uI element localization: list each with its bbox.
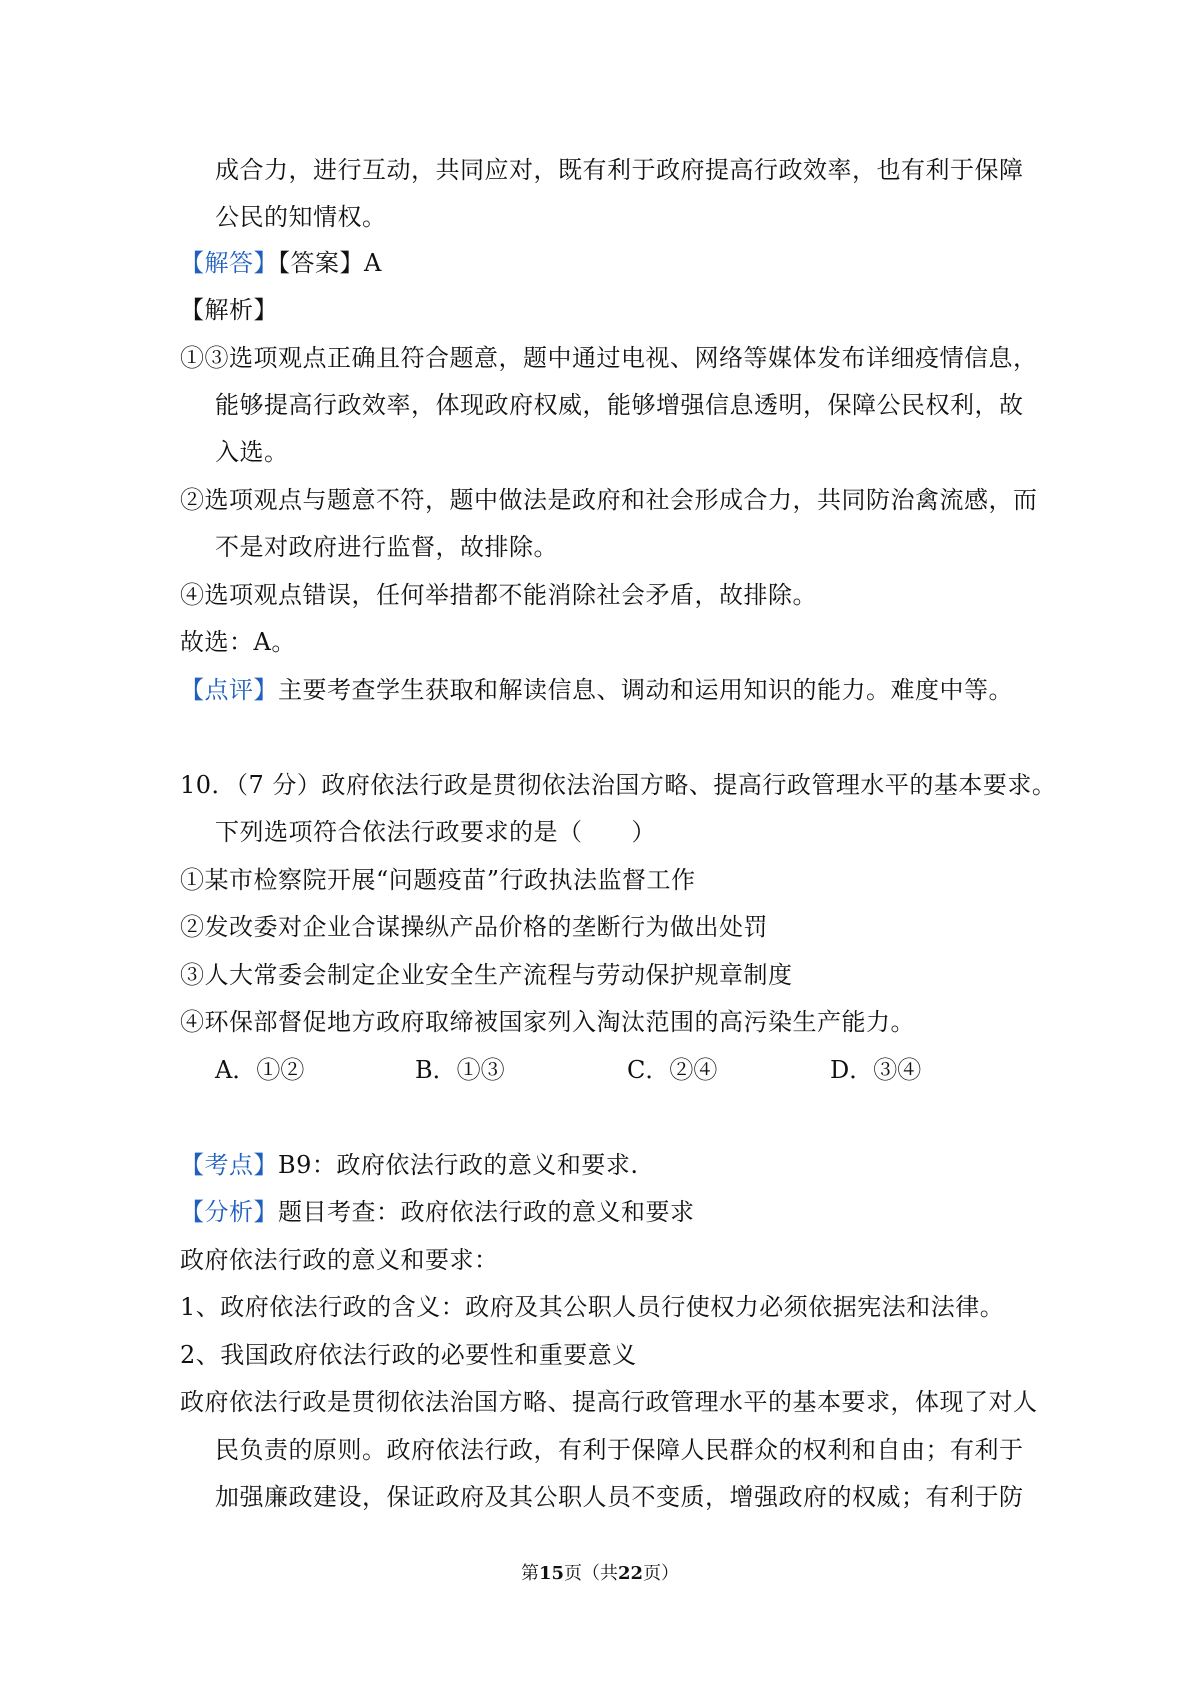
q10-option-b: B．①③ <box>415 1056 505 1084</box>
kaodian-line <box>180 1150 639 1180</box>
q10-stem-line-2: 下列选项符合依法行政要求的是（ ） <box>215 818 656 846</box>
solution-tag: 【解答】 <box>180 249 278 277</box>
analysis-item-1-line-2: 能够提高行政效率，体现政府权威，能够增强信息透明，保障公民权利，故 <box>215 391 1024 419</box>
fenxi-text: 题目考查：政府依法行政的意义和要求 <box>278 1198 695 1226</box>
footer-prefix: 第 <box>520 1563 539 1584</box>
analysis-tag: 【解析】 <box>180 296 278 324</box>
page-footer <box>0 1562 1200 1586</box>
comment-text: 主要考查学生获取和解读信息、调动和运用知识的能力。难度中等。 <box>278 676 1013 704</box>
point-1: 1、政府依法行政的含义：政府及其公职人员行使权力必须依据宪法和法律。 <box>180 1293 1005 1321</box>
q10-option-c: C．②④ <box>627 1056 718 1084</box>
analysis-item-3-line-1: ④选项观点错误，任何举措都不能消除社会矛盾，故排除。 <box>180 581 817 609</box>
q10-option-a: A．①② <box>215 1056 305 1084</box>
analysis-item-1-line-1: ①③选项观点正确且符合题意，题中通过电视、网络等媒体发布详细疫情信息， <box>180 344 1038 372</box>
fenxi-tag: 【分析】 <box>180 1198 278 1226</box>
answer-value: A <box>364 249 382 277</box>
q9-continuation-line-1: 成合力，进行互动，共同应对，既有利于政府提高行政效率，也有利于保障 <box>215 156 1024 184</box>
footer-page-number: 15 <box>538 1563 564 1584</box>
paragraph-line-3: 加强廉政建设，保证政府及其公职人员不变质，增强政府的权威；有利于防 <box>215 1483 1024 1511</box>
q10-statement-1: ①某市检察院开展“问题疫苗”行政执法监督工作 <box>180 866 696 894</box>
point-2: 2、我国政府依法行政的必要性和重要意义 <box>180 1341 637 1369</box>
analysis-item-1-line-3: 入选。 <box>215 438 289 466</box>
fenxi-line <box>180 1197 695 1227</box>
answer-line <box>180 248 382 278</box>
q10-option-d: D．③④ <box>830 1056 922 1084</box>
conclusion: 故选：A。 <box>180 628 296 656</box>
footer-middle: 页（共 <box>564 1563 618 1584</box>
footer-suffix: 页） <box>643 1563 680 1584</box>
body-heading: 政府依法行政的意义和要求： <box>180 1246 499 1274</box>
analysis-item-2-line-2: 不是对政府进行监督，故排除。 <box>215 533 558 561</box>
q10-statement-4: ④环保部督促地方政府取缔被国家列入淘汰范围的高污染生产能力。 <box>180 1008 915 1036</box>
footer-total-pages: 22 <box>618 1563 644 1584</box>
paragraph-line-1: 政府依法行政是贯彻依法治国方略、提高行政管理水平的基本要求，体现了对人 <box>180 1388 1038 1416</box>
paragraph-line-2: 民负责的原则。政府依法行政，有利于保障人民群众的权利和自由；有利于 <box>215 1436 1024 1464</box>
kaodian-text: B9：政府依法行政的意义和要求. <box>278 1151 639 1179</box>
q9-continuation-line-2: 公民的知情权。 <box>215 203 387 231</box>
q10-stem-line-1: 10．（7 分）政府依法行政是贯彻依法治国方略、提高行政管理水平的基本要求。 <box>180 771 1057 799</box>
q10-statement-3: ③人大常委会制定企业安全生产流程与劳动保护规章制度 <box>180 961 793 989</box>
analysis-item-2-line-1: ②选项观点与题意不符，题中做法是政府和社会形成合力，共同防治禽流感，而 <box>180 486 1038 514</box>
comment-line <box>180 675 1013 705</box>
comment-tag: 【点评】 <box>180 676 278 704</box>
answer-label: 【答案】 <box>278 249 364 277</box>
q10-statement-2: ②发改委对企业合谋操纵产品价格的垄断行为做出处罚 <box>180 913 768 941</box>
kaodian-tag: 【考点】 <box>180 1151 278 1179</box>
